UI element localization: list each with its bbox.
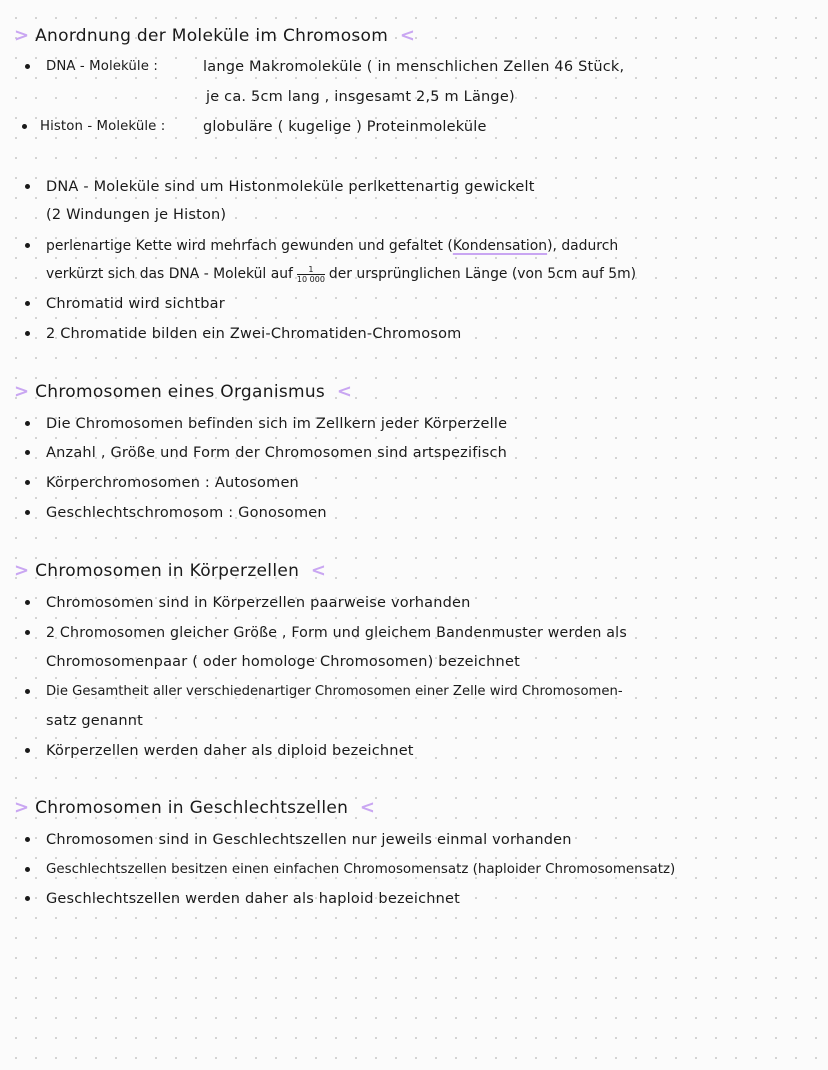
bullet-text: Chromosomen sind in Körperzellen paarweise vorhanden <box>46 595 471 611</box>
list-item <box>0 621 828 645</box>
bullet-text: Körperzellen werden daher als diploid bezeichnet <box>46 743 414 759</box>
bullet-icon <box>25 301 30 306</box>
bullet-text: Die Gesamtheit aller verschiedenartiger Chromosomen einer Zelle wird Chromosomen- <box>46 684 623 699</box>
bullet-icon <box>25 480 30 485</box>
bullet-text: Chromatid wird sichtbar <box>46 296 225 312</box>
bullet-icon <box>25 748 30 753</box>
bullet-icon <box>25 630 30 635</box>
bullet-icon <box>25 64 30 69</box>
heading-arrow-icon: > <box>14 381 30 402</box>
highlighted-term: Kondensation <box>452 238 548 254</box>
list-item-continuation <box>0 262 828 286</box>
bullet-text: Geschlechtszellen werden daher als haploid bezeichnet <box>46 891 461 907</box>
definition-term: DNA - Moleküle : <box>46 59 158 74</box>
list-item <box>0 441 828 465</box>
bullet-icon <box>25 184 30 189</box>
definition-term: Histon - Moleküle : <box>40 119 166 134</box>
text-part: ), dadurch <box>547 238 619 254</box>
list-item <box>0 858 828 882</box>
list-item <box>0 322 828 346</box>
list-item <box>0 292 828 316</box>
heading-arrow-icon: < <box>310 560 327 581</box>
heading-text: Chromosomen in Körperzellen <box>35 561 300 581</box>
bullet-icon <box>25 510 30 515</box>
heading-arrow-icon: < <box>336 381 353 402</box>
list-item <box>0 591 828 615</box>
definition-text: je ca. 5cm lang , insgesamt 2,5 m Länge) <box>206 89 515 105</box>
bullet-icon <box>25 421 30 426</box>
bullet-text: 2 Chromosomen gleicher Größe , Form und gleichem Bandenmuster werden als <box>46 625 627 641</box>
section-heading <box>14 381 352 403</box>
list-item <box>0 828 828 852</box>
list-item <box>0 115 828 139</box>
list-item-continuation <box>0 709 828 733</box>
bullet-text: Geschlechtszellen besitzen einen einfachen Chromosomensatz (haploider Chromosomensatz) <box>46 862 676 877</box>
bullet-icon <box>25 243 30 248</box>
list-item-continuation <box>0 650 828 674</box>
list-item <box>0 175 828 199</box>
fraction-numerator: 1 <box>297 265 325 275</box>
list-item <box>0 412 828 436</box>
bullet-icon <box>25 689 30 694</box>
list-item <box>0 680 828 704</box>
list-item <box>0 471 828 495</box>
list-item-continuation <box>0 85 828 109</box>
bullet-icon <box>22 124 27 129</box>
fraction-denominator: 10 000 <box>296 274 325 284</box>
list-item <box>0 739 828 763</box>
list-item <box>0 501 828 525</box>
definition-text: lange Makromoleküle ( in menschlichen Zellen 46 Stück, <box>203 59 625 75</box>
bullet-icon <box>25 600 30 605</box>
bullet-text: DNA - Moleküle sind um Histonmoleküle perlkettenartig gewickelt <box>46 179 535 195</box>
bullet-icon <box>25 450 30 455</box>
bullet-text: Anzahl , Größe und Form der Chromosomen sind artspezifisch <box>46 445 508 461</box>
section-heading <box>14 560 326 582</box>
list-item <box>0 887 828 911</box>
bullet-text: Geschlechtschromosom : Gonosomen <box>46 505 327 521</box>
bullet-text: Chromosomenpaar ( oder homologe Chromosomen) bezeichnet <box>46 654 520 670</box>
heading-arrow-icon: < <box>399 25 416 46</box>
bullet-text: Chromosomen sind in Geschlechtszellen nur jeweils einmal vorhanden <box>46 832 572 848</box>
list-item <box>0 234 828 258</box>
text-part: der ursprünglichen Länge (von 5cm auf 5m) <box>328 266 637 282</box>
bullet-text: Die Chromosomen befinden sich im Zellkern jeder Körperzelle <box>46 416 508 432</box>
fraction <box>297 265 325 284</box>
section-heading <box>14 25 415 47</box>
heading-arrow-icon: > <box>14 25 30 46</box>
bullet-icon <box>25 837 30 842</box>
bullet-text: Körperchromosomen : Autosomen <box>46 475 299 491</box>
bullet-text: (2 Windungen je Histon) <box>46 207 227 223</box>
heading-arrow-icon: > <box>14 797 30 818</box>
heading-arrow-icon: > <box>14 560 30 581</box>
bullet-icon <box>25 867 30 872</box>
heading-text: Chromosomen eines Organismus <box>35 382 326 402</box>
list-item <box>0 55 828 79</box>
text-part: perlenartige Kette wird mehrfach gewunden und gefaltet ( <box>46 238 453 254</box>
bullet-text <box>46 235 618 257</box>
heading-text: Anordnung der Moleküle im Chromosom <box>35 26 389 46</box>
list-item-continuation <box>0 203 828 227</box>
bullet-icon <box>25 331 30 336</box>
bullet-text: satz genannt <box>46 713 144 729</box>
bullet-text <box>46 263 636 285</box>
bullet-icon <box>25 896 30 901</box>
text-part: verkürzt sich das DNA - Molekül auf <box>46 266 293 282</box>
definition-text: globuläre ( kugelige ) Proteinmoleküle <box>203 119 487 135</box>
heading-text: Chromosomen in Geschlechtszellen <box>35 798 349 818</box>
bullet-text: 2 Chromatide bilden ein Zwei-Chromatiden-Chromosom <box>46 326 462 342</box>
heading-arrow-icon: < <box>359 797 376 818</box>
section-heading <box>14 797 375 819</box>
